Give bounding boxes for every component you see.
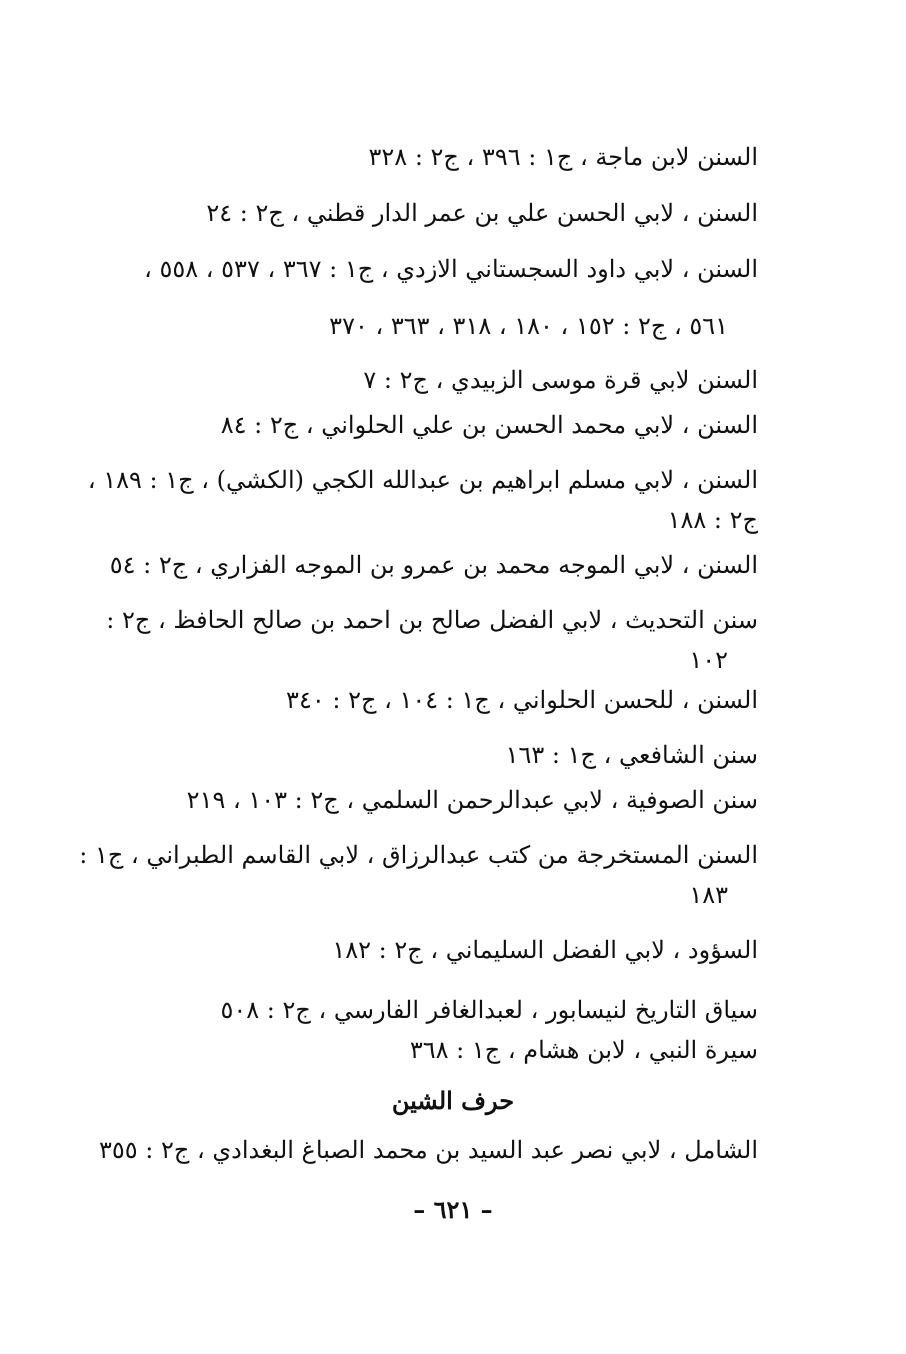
index-entry-continuation: ١٨٣: [689, 881, 728, 909]
index-entry-continuation: ٥٦١ ، ج٢ : ١٥٢ ، ١٨٠ ، ٣١٨ ، ٣٦٣ ، ٣٧٠: [329, 312, 728, 340]
index-entry: السنن ، لابي الحسن علي بن عمر الدار قطني ، ج٢ : ٢٤: [206, 199, 758, 227]
index-entry: السنن لابن ماجة ، ج١ : ٣٩٦ ، ج٢ : ٣٢٨: [368, 143, 758, 171]
index-entry: السؤود ، لابي الفضل السليماني ، ج٢ : ١٨٢: [332, 936, 758, 964]
index-entry-continuation: ١٠٢: [689, 646, 728, 674]
index-entry: سنن الشافعي ، ج١ : ١٦٣: [505, 741, 758, 769]
index-entry: سياق التاريخ لنيسابور ، لعبدالغافر الفارسي ، ج٢ : ٥٠٨: [220, 996, 758, 1024]
index-entry: السنن ، للحسن الحلواني ، ج١ : ١٠٤ ، ج٢ : ٣٤٠: [286, 686, 758, 714]
index-entry: سنن التحديث ، لابي الفضل صالح بن احمد بن صالح الحافظ ، ج٢ :: [106, 606, 758, 634]
section-heading: حرف الشين: [391, 1086, 515, 1115]
index-entry-continuation: ج٢ : ١٨٨: [667, 506, 758, 534]
index-entry: سيرة النبي ، لابن هشام ، ج١ : ٣٦٨: [409, 1036, 758, 1064]
index-entry: السنن لابي قرة موسى الزبيدي ، ج٢ : ٧: [363, 366, 758, 394]
index-entry: الشامل ، لابي نصر عبد السيد بن محمد الصباغ البغدادي ، ج٢ : ٣٥٥: [98, 1136, 758, 1164]
index-entry: السنن ، لابي الموجه محمد بن عمرو بن الموجه الفزاري ، ج٢ : ٥٤: [109, 551, 758, 579]
index-entry: السنن ، لابي مسلم ابراهيم بن عبدالله الكجي (الكشي) ، ج١ : ١٨٩ ،: [87, 466, 758, 494]
index-entry: السنن ، لابي داود السجستاني الازدي ، ج١ : ٣٦٧ ، ٥٣٧ ، ٥٥٨ ،: [144, 255, 758, 283]
index-entry: السنن المستخرجة من كتب عبدالرزاق ، لابي القاسم الطبراني ، ج١ :: [79, 841, 758, 869]
index-entry: السنن ، لابي محمد الحسن بن علي الحلواني ، ج٢ : ٨٤: [220, 411, 758, 439]
index-entry: سنن الصوفية ، لابي عبدالرحمن السلمي ، ج٢ : ١٠٣ ، ٢١٩: [186, 786, 758, 814]
page-number: – ٦٢١ –: [413, 1195, 493, 1224]
